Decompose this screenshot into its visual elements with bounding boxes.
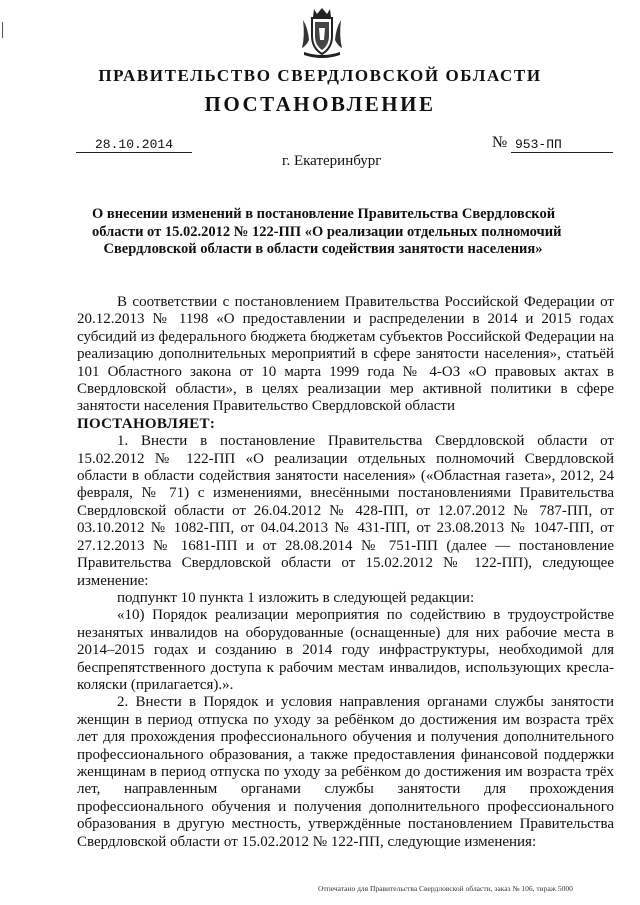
scan-edge-mark: [2, 22, 3, 38]
title-line-3: Свердловской области в области содействия занятости населения»: [103, 241, 543, 257]
document-body: [77, 294, 614, 851]
intro-paragraph: В соответствии с постановлением Правительства Российской Федерации от 20.12.2013 № 1198 «О предоставлении и распределении в 2014 и 2015 годах субсидий из федерального бюджета бюджетам субъектов Российской Федерации на реализацию дополнительных мероприятий в сфере занятости населения», статьёй 101 Областного закона от 10 марта 1999 года № 4-ОЗ «О правовых актах в Свердловской области», в целях реализации мер активной политики в сфере занятости населения Правительство Свердловской области: [77, 294, 614, 415]
document-number: 953-ПП: [511, 137, 613, 153]
item-2-paragraph: 2. Внести в Порядок и условия направления органами службы занятости женщин в период отпуска по уходу за ребёнком до достижения им возраста трёх лет для прохождения профессионального обучения и получения дополнительного профессионального образования, а также предоставления финансовой поддержки женщинам в период отпуска по уходу за ребёнком до достижения им возраста трёх лет, направленным органами службы занятости для прохождения профессионального обучения и получения дополнительного профессионального образования в другую местность, утверждённые постановлением Правительства Свердловской области от 15.02.2012 № 122-ПП, следующие изменения:: [77, 694, 614, 850]
document-city: г. Екатеринбург: [282, 153, 382, 169]
government-name: ПРАВИТЕЛЬСТВО СВЕРДЛОВСКОЙ ОБЛАСТИ: [98, 66, 542, 85]
quoted-paragraph: «10) Порядок реализации мероприятия по содействию в трудоустройстве незанятых инвалидов на оборудованные (оснащенные) для них рабочие места в 2014–2015 годах и созданию в 2014 году инфраструктуры, необходимой для беспрепятственного доступа к рабочим местам инвалидов, использующих кресла-коляски (прилагается).».: [77, 607, 614, 693]
print-note: Отпечатано для Правительства Свердловской области, заказ № 106, тираж 5000: [318, 884, 573, 893]
document-date: 28.10.2014: [76, 137, 192, 153]
resolve-heading: ПОСТАНОВЛЯЕТ:: [77, 415, 216, 432]
title-line-1: О внесении изменений в постановление Правительства Свердловской: [92, 206, 556, 222]
document-type: ПОСТАНОВЛЕНИЕ: [204, 92, 436, 116]
subitem-paragraph: подпункт 10 пункта 1 изложить в следующей редакции:: [117, 589, 475, 606]
item-1-paragraph: 1. Внести в постановление Правительства Свердловской области от 15.02.2012 № 122-ПП «О реализации отдельных полномочий Свердловской области в области содействия занятости населения» («Областная газета», 2012, 24 февраля, № 71) с изменениями, внесёнными постановлениями Правительства Свердловской области от 26.04.2012 № 428-ПП, от 12.07.2012 № 787-ПП, от 03.10.2012 № 1082-ПП, от 04.04.2013 № 431-ПП, от 23.08.2013 № 1047-ПП, от 27.12.2013 № 1681-ПП и от 28.08.2014 № 751-ПП (далее — постановление Правительства Свердловской области от 15.02.2012 № 122-ПП), следующее изменение:: [77, 433, 614, 589]
coat-of-arms-icon: [300, 6, 344, 58]
document-title: [92, 206, 562, 259]
title-line-2: области от 15.02.2012 № 122-ПП «О реализации отдельных полномочий: [92, 223, 562, 240]
number-label: №: [492, 134, 508, 151]
